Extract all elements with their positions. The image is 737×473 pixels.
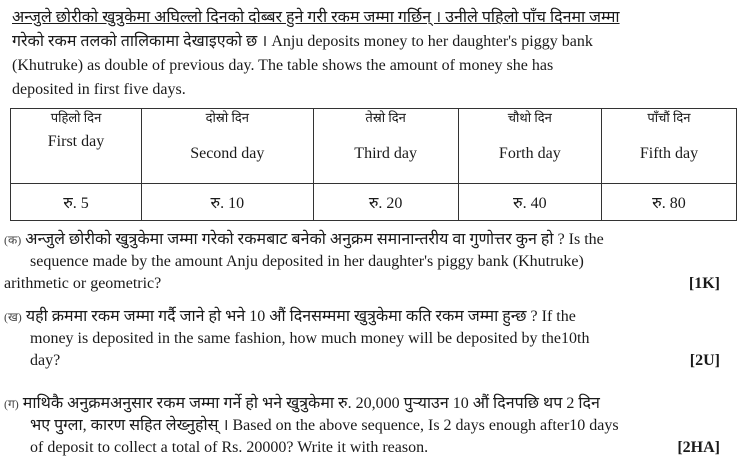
question-text-line-1: यही क्रममा रकम जम्मा गर्दै जाने हो भने 10 औं दिनसम्ममा खुत्रुकेमा कति रकम जम्मा हुन्छ ? If the <box>25 308 576 325</box>
question-text-line-1: माथिकै अनुक्रमअनुसार रकम जम्मा गर्ने हो भने खुत्रुकेमा रु. 20,000 पुर्‍याउन 10 औं दिनपछि थप 2 दिन <box>22 395 600 412</box>
marks-badge: [2HA] <box>677 439 720 456</box>
header-day-4 <box>458 109 601 184</box>
intro-line-2: गरेको रकम तलको तालिकामा देखाइएको छ । Anju deposits money to her daughter's piggy bank <box>12 33 593 50</box>
header-day-1 <box>11 109 142 184</box>
amount-cell: रु. 40 <box>458 184 601 221</box>
table-row <box>11 184 737 221</box>
intro-line-4: deposited in first five days. <box>12 81 186 98</box>
intro-paragraph <box>12 6 732 102</box>
question-ka <box>4 229 734 295</box>
header-english: First day <box>47 133 105 150</box>
amount-cell: रु. 5 <box>11 184 142 221</box>
deposit-table <box>10 108 737 221</box>
intro-line-1: अन्जुले छोरीको खुत्रुकेमा अघिल्लो दिनको दोब्बर हुने गरी रकम जम्मा गर्छिन् । उनीले पहिलो पाँच दिनमा जम्मा <box>12 9 620 26</box>
question-label: (ख) <box>4 310 22 324</box>
question-label: (ग) <box>4 397 19 411</box>
header-english: Forth day <box>498 145 561 162</box>
question-text-line-2: money is deposited in the same fashion, how much money will be deposited by the10th <box>30 330 590 347</box>
header-day-2 <box>142 109 314 184</box>
amount-cell: रु. 20 <box>313 184 458 221</box>
question-text-line-2: sequence made by the amount Anju deposited in her daughter's piggy bank (Khutruke) <box>30 253 584 270</box>
header-nepali: पाँचौं दिन <box>647 110 691 125</box>
question-text-line-2: भए पुग्ला, कारण सहित लेख्नुहोस् । Based on the above sequence, Is 2 days enough after10 days <box>30 417 619 434</box>
marks-badge: [1K] <box>688 275 720 292</box>
amount-cell: रु. 10 <box>142 184 314 221</box>
marks-badge: [2U] <box>689 352 720 369</box>
question-text-line-3: arithmetic or geometric? <box>4 275 162 292</box>
header-day-3 <box>313 109 458 184</box>
question-kha <box>4 306 734 372</box>
header-nepali: तेस्रो दिन <box>365 110 406 125</box>
question-text-line-3: day? <box>30 352 61 369</box>
header-english: Fifth day <box>639 145 699 162</box>
header-day-5 <box>601 109 736 184</box>
header-english: Second day <box>190 145 265 162</box>
header-nepali: पहिलो दिन <box>50 110 102 125</box>
amount-cell: रु. 80 <box>601 184 736 221</box>
header-nepali: चौथो दिन <box>507 110 552 125</box>
question-ga <box>4 393 734 459</box>
table-header-row <box>11 109 737 184</box>
header-nepali: दोस्रो दिन <box>205 110 249 125</box>
question-text-line-3: of deposit to collect a total of Rs. 20000? Write it with reason. <box>30 439 429 456</box>
intro-line-3: (Khutruke) as double of previous day. The table shows the amount of money she has <box>12 57 554 74</box>
header-english: Third day <box>354 145 417 162</box>
question-label: (क) <box>4 233 22 247</box>
question-text-line-1: अन्जुले छोरीको खुत्रुकेमा जम्मा गरेको रकमबाट बनेको अनुक्रम समानान्तरीय वा गुणोत्तर कुन हो ? Is the <box>25 231 604 248</box>
